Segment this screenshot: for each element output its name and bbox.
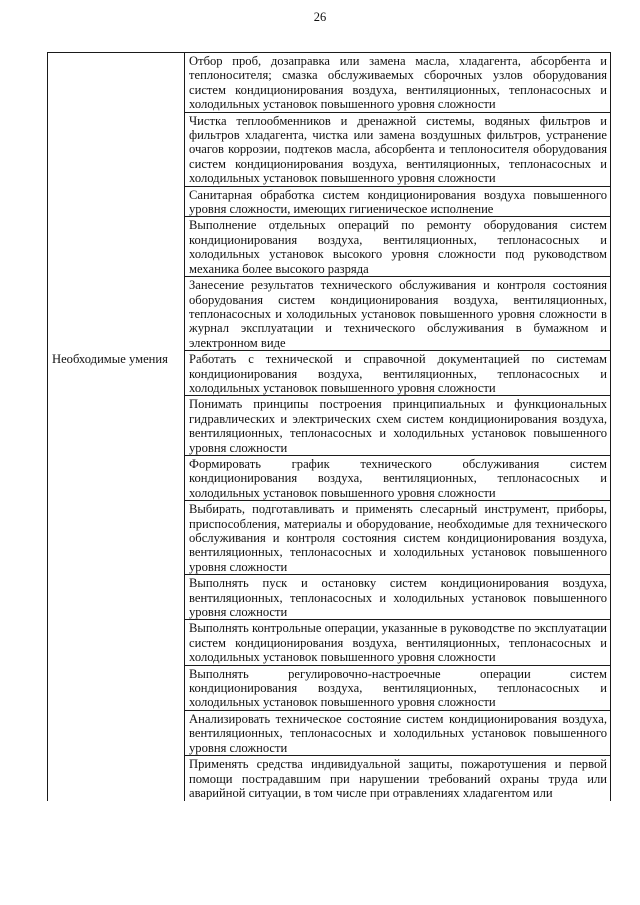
table-cell-item: Выполнять контрольные операции, указанные в руководстве по эксплуатации систем кондиционирования воздуха, вентиляционных, теплонасосных и холодильных установок повышенного уровня сложности: [185, 620, 611, 665]
table-cell-item: Отбор проб, дозаправка или замена масла, хладагента, абсорбента и теплоносителя; смазка обслуживаемых сборочных узлов оборудования систем кондиционирования воздуха, вентиляционных, теплонасосных и холодильных установок повышенного уровня сложности: [185, 53, 611, 113]
table-cell-item: Выполнение отдельных операций по ремонту оборудования систем кондиционирования воздуха, вентиляционных, теплонасосных и холодильных установок высокого уровня сложности под руководством механика более высокого разряда: [185, 217, 611, 277]
table-cell-item: Чистка теплообменников и дренажной системы, водяных фильтров и фильтров хладагента, чистка или замена воздушных фильтров, устранение очагов коррозии, подтеков масла, абсорбента и теплоносителя оборудования систем кондиционирования воздуха, вентиляционных, теплонасосных и холодильных установок повышенного уровня сложности: [185, 112, 611, 186]
requirements-table: [47, 52, 611, 801]
table-cell-item: Формировать график технического обслуживания систем кондиционирования воздуха, вентиляционных, теплонасосных и холодильных установок повышенного уровня сложности: [185, 455, 611, 500]
section-label-cell: [48, 351, 185, 801]
page-number: 26: [313, 10, 327, 24]
table-row: [48, 53, 611, 113]
table-cell-item: Применять средства индивидуальной защиты, пожаротушения и первой помощи пострадавшим при нарушении требований охраны труда или аварийной ситуации, в том числе при отравлениях хладагентом или: [185, 756, 611, 801]
table-cell-item: Выбирать, подготавливать и применять слесарный инструмент, приборы, приспособления, материалы и оборудование, необходимые для технического обслуживания и контроля состояния систем кондиционирования воздуха, вентиляционных, теплонасосных и холодильных установок повышенного уровня сложности: [185, 501, 611, 575]
section-label: [52, 53, 181, 54]
table-cell-item: Выполнять регулировочно-настроечные операции систем кондиционирования воздуха, вентиляционных, теплонасосных и холодильных установок повышенного уровня сложности: [185, 665, 611, 710]
table-cell-item: Санитарная обработка систем кондиционирования воздуха повышенного уровня сложности, имеющих гигиеническое исполнение: [185, 186, 611, 217]
table-cell-item: Анализировать техническое состояние систем кондиционирования воздуха, вентиляционных, теплонасосных и холодильных установок повышенного уровня сложности: [185, 710, 611, 755]
table-row: [48, 351, 611, 396]
table-cell-item: Занесение результатов технического обслуживания и контроля состояния оборудования систем кондиционирования воздуха, вентиляционных, теплонасосных и холодильных установок повышенного уровня сложности в журнал эксплуатации и технического обслуживания в бумажном и электронном виде: [185, 277, 611, 351]
table-cell-item: Выполнять пуск и остановку систем кондиционирования воздуха, вентиляционных, теплонасосных и холодильных установок повышенного уровня сложности: [185, 575, 611, 620]
section-label-cell: [48, 53, 185, 351]
table-cell-item: Понимать принципы построения принципиальных и функциональных гидравлических и электрических схем систем кондиционирования воздуха, вентиляционных, теплонасосных и холодильных установок повышенного уровня сложности: [185, 396, 611, 456]
section-label-required-skills: Необходимые умения: [52, 352, 168, 367]
table-cell-item: Работать с технической и справочной документацией по системам кондиционирования воздуха, вентиляционных, теплонасосных и холодильных установок повышенного уровня сложности: [185, 351, 611, 396]
